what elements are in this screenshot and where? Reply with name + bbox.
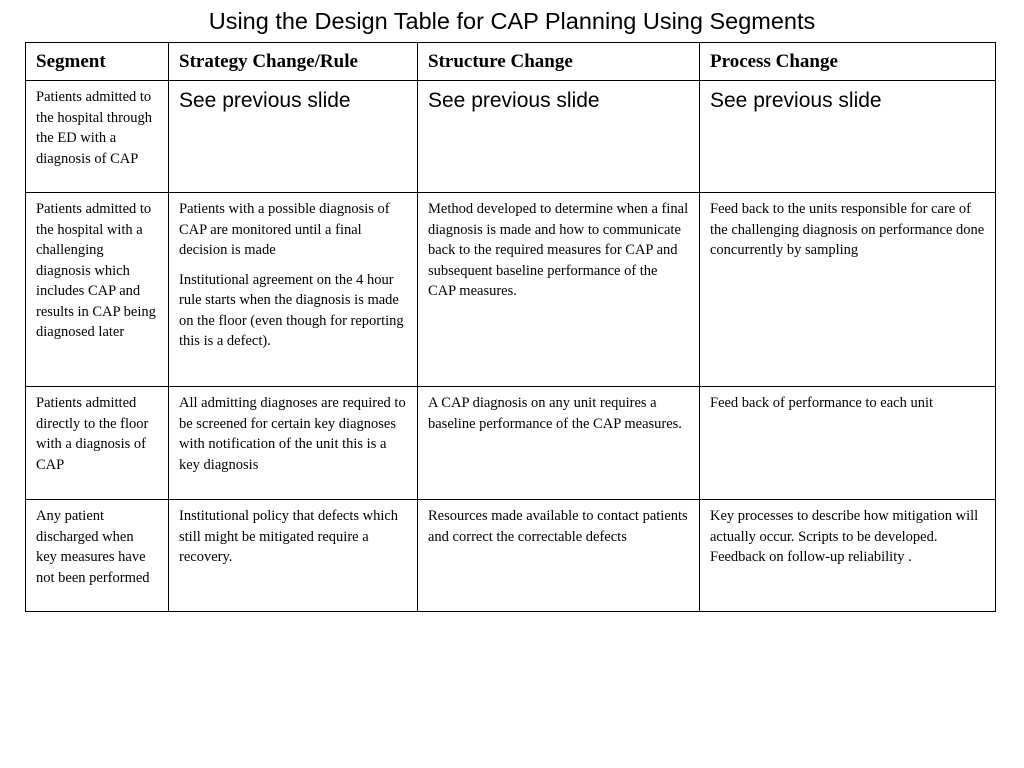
process-cell: Feed back to the units responsible for care of the challenging diagnosis on performance done concurrently by sampling	[700, 193, 996, 387]
design-table	[25, 42, 996, 612]
strategy-cell	[169, 500, 418, 612]
slide-title: Using the Design Table for CAP Planning Using Segments	[208, 8, 816, 34]
strategy-text: All admitting diagnoses are required to be screened for certain key diagnoses with notification of the unit this is a key diagnosis	[179, 395, 406, 473]
structure-cell: Method developed to determine when a final diagnosis is made and how to communicate back to the required measures for CAP and subsequent baseline performance of the CAP measures.	[418, 193, 700, 387]
segment-cell: Patients admitted to the hospital through the ED with a diagnosis of CAP	[26, 81, 169, 193]
strategy-text: See previous slide	[179, 89, 351, 112]
header-process-change: Process Change	[700, 43, 996, 81]
table-row	[26, 193, 996, 387]
structure-cell: Resources made available to contact patients and correct the correctable defects	[418, 500, 700, 612]
strategy-text: Patients with a possible diagnosis of CAP are monitored until a final decision is made	[179, 201, 390, 258]
segment-cell: Patients admitted directly to the floor with a diagnosis of CAP	[26, 387, 169, 500]
header-strategy-change-rule: Strategy Change/Rule	[169, 43, 418, 81]
strategy-text: Institutional agreement on the 4 hour rule starts when the diagnosis is made on the floor (even though for reporting this is a defect).	[179, 271, 404, 349]
strategy-cell	[169, 193, 418, 387]
table-row	[26, 387, 996, 500]
segment-cell: Patients admitted to the hospital with a challenging diagnosis which includes CAP and results in CAP being diagnosed later	[26, 193, 169, 387]
header-row	[26, 43, 996, 81]
process-cell: Feed back of performance to each unit	[700, 387, 996, 500]
strategy-cell	[169, 81, 418, 193]
segment-cell: Any patient discharged when key measures have not been performed	[26, 500, 169, 612]
process-cell: See previous slide	[700, 81, 996, 193]
process-cell: Key processes to describe how mitigation will actually occur. Scripts to be developed. Feedback on follow-up reliability .	[700, 500, 996, 612]
header-segment: Segment	[26, 43, 169, 81]
table-row	[26, 81, 996, 193]
header-structure-change: Structure Change	[418, 43, 700, 81]
structure-cell: See previous slide	[418, 81, 700, 193]
strategy-cell	[169, 387, 418, 500]
structure-cell: A CAP diagnosis on any unit requires a baseline performance of the CAP measures.	[418, 387, 700, 500]
table-row	[26, 500, 996, 612]
strategy-text: Institutional policy that defects which still might be mitigated require a recovery.	[179, 508, 399, 565]
